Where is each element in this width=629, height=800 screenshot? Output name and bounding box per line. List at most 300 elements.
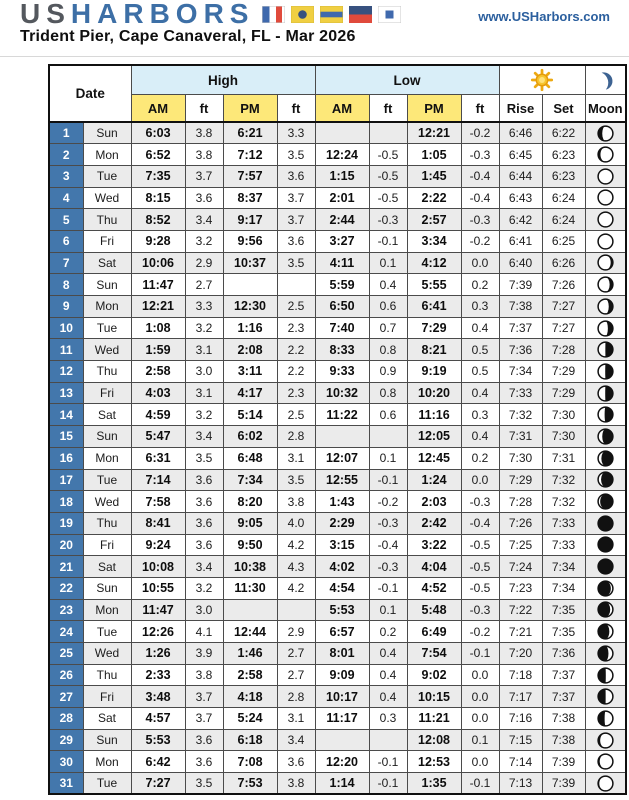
tide-row [49,751,626,773]
moon-phase-icon [585,426,626,448]
high-am-height: 3.7 [185,708,223,730]
sunset-time: 7:39 [542,751,585,773]
high-am-time: 5:47 [131,426,185,448]
high-am-time: 3:48 [131,686,185,708]
high-am-height: 3.0 [185,599,223,621]
date-column-header: Date [49,65,131,122]
low-am-height: 0.4 [369,686,407,708]
high-am-height: 3.5 [185,773,223,795]
high-am-time: 4:59 [131,404,185,426]
tide-row [49,491,626,513]
day-cell: Tue [83,773,131,795]
tide-row [49,534,626,556]
moon-header-cell [585,65,626,95]
low-pm-header: PM [407,95,461,123]
high-pm-time: 4:18 [223,686,277,708]
high-am-time: 2:58 [131,361,185,383]
moon-column-header: Moon [585,95,626,123]
day-cell: Sun [83,729,131,751]
day-cell: Mon [83,296,131,318]
tide-row [49,317,626,339]
date-cell: 2 [49,144,83,166]
moon-phase-icon [585,773,626,795]
moon-phase-icon [585,296,626,318]
low-pm-height: -0.3 [461,144,499,166]
sunrise-time: 7:13 [499,773,542,795]
sunrise-time: 7:24 [499,556,542,578]
high-am-height: 3.4 [185,426,223,448]
tide-row [49,577,626,599]
low-am-time: 1:14 [315,773,369,795]
high-pm-height: 2.2 [277,361,315,383]
low-am-height: -0.5 [369,144,407,166]
high-am-header: AM [131,95,185,123]
sunrise-time: 6:44 [499,165,542,187]
tide-row [49,274,626,296]
sunset-time: 7:31 [542,447,585,469]
high-pm-height: 4.3 [277,556,315,578]
moon-phase-icon [585,534,626,556]
high-pm-time: 9:50 [223,534,277,556]
high-pm-time: 7:08 [223,751,277,773]
high-pm-height [277,274,315,296]
moon-phase-icon [585,165,626,187]
date-cell: 9 [49,296,83,318]
moon-phase-icon [585,382,626,404]
low-pm-time: 1:05 [407,144,461,166]
tide-table [48,64,627,795]
high-pm-time: 3:11 [223,361,277,383]
low-am-time: 11:22 [315,404,369,426]
high-am-height: 2.7 [185,274,223,296]
high-pm-height: 2.8 [277,426,315,448]
day-cell: Thu [83,664,131,686]
high-pm-time: 1:16 [223,317,277,339]
day-cell: Sun [83,577,131,599]
sunrise-time: 7:34 [499,361,542,383]
moon-phase-icon [585,274,626,296]
low-am-height: -0.3 [369,209,407,231]
low-pm-time: 12:45 [407,447,461,469]
high-am-time: 6:42 [131,751,185,773]
moon-phase-icon [585,664,626,686]
sunrise-time: 7:31 [499,426,542,448]
low-am-time [315,426,369,448]
day-cell: Tue [83,165,131,187]
moon-phase-icon [585,447,626,469]
usharbors-logo [20,0,401,28]
low-pm-time: 8:21 [407,339,461,361]
tide-row [49,230,626,252]
high-pm-height: 3.1 [277,447,315,469]
low-am-height: -0.4 [369,534,407,556]
high-am-height: 3.8 [185,664,223,686]
tide-row [49,404,626,426]
low-pm-time: 9:19 [407,361,461,383]
high-pm-time: 12:44 [223,621,277,643]
tide-row [49,426,626,448]
date-cell: 28 [49,708,83,730]
day-cell: Sun [83,426,131,448]
high-pm-time: 8:37 [223,187,277,209]
high-am-height: 3.6 [185,491,223,513]
low-pm-height: 0.2 [461,274,499,296]
low-am-height: 0.4 [369,664,407,686]
high-pm-height: 2.5 [277,404,315,426]
date-cell: 6 [49,230,83,252]
date-cell: 3 [49,165,83,187]
high-pm-height: 4.2 [277,534,315,556]
low-pm-time: 10:20 [407,382,461,404]
low-pm-height: 0.0 [461,686,499,708]
tide-row [49,447,626,469]
logo-us: US [20,0,71,29]
low-am-height: -0.3 [369,556,407,578]
high-am-time: 11:47 [131,274,185,296]
high-pm-time: 6:21 [223,122,277,144]
high-am-time: 7:27 [131,773,185,795]
day-cell: Mon [83,447,131,469]
low-pm-ft-header: ft [461,95,499,123]
tide-row [49,556,626,578]
day-cell: Wed [83,643,131,665]
day-cell: Thu [83,512,131,534]
tide-row [49,296,626,318]
high-am-time: 2:33 [131,664,185,686]
date-cell: 31 [49,773,83,795]
low-am-time [315,729,369,751]
sunrise-time: 7:16 [499,708,542,730]
high-pm-height: 3.4 [277,729,315,751]
sunrise-time: 7:18 [499,664,542,686]
high-pm-height: 2.2 [277,339,315,361]
low-am-height: 0.6 [369,404,407,426]
high-am-height: 3.2 [185,230,223,252]
moon-phase-icon [585,230,626,252]
high-pm-time: 9:17 [223,209,277,231]
date-cell: 26 [49,664,83,686]
low-pm-height: -0.5 [461,577,499,599]
logo-text [20,0,254,28]
high-am-height: 3.8 [185,122,223,144]
high-pm-height: 2.3 [277,317,315,339]
low-am-time: 9:33 [315,361,369,383]
low-pm-height: 0.3 [461,296,499,318]
low-pm-height: -0.3 [461,209,499,231]
high-am-time: 4:57 [131,708,185,730]
sunrise-time: 7:15 [499,729,542,751]
moon-phase-icon [585,317,626,339]
high-am-time: 8:52 [131,209,185,231]
high-am-time: 6:52 [131,144,185,166]
high-pm-height: 2.8 [277,686,315,708]
low-pm-height: 0.1 [461,729,499,751]
sunrise-time: 6:41 [499,230,542,252]
low-am-height: -0.2 [369,491,407,513]
low-pm-time: 4:04 [407,556,461,578]
tango-flag-icon [262,6,285,23]
low-am-height: 0.1 [369,599,407,621]
high-pm-height: 3.6 [277,751,315,773]
sunset-time: 7:37 [542,686,585,708]
low-pm-height: 0.0 [461,751,499,773]
high-am-height: 3.9 [185,643,223,665]
high-pm-time: 5:24 [223,708,277,730]
high-pm-time: 6:02 [223,426,277,448]
sunrise-time: 7:23 [499,577,542,599]
low-pm-height: -0.2 [461,122,499,144]
sunrise-time: 6:40 [499,252,542,274]
high-pm-height: 3.5 [277,144,315,166]
low-pm-time: 12:05 [407,426,461,448]
day-cell: Tue [83,469,131,491]
moon-phase-icon [585,556,626,578]
logo-harbors: HARBORS [70,0,255,29]
tide-row [49,643,626,665]
high-pm-height [277,599,315,621]
high-am-time: 7:14 [131,469,185,491]
high-am-height: 3.1 [185,339,223,361]
sunrise-time: 7:17 [499,686,542,708]
sun-header-cell [499,65,585,95]
low-am-time: 11:17 [315,708,369,730]
day-cell: Fri [83,686,131,708]
tide-row [49,599,626,621]
high-am-height: 2.9 [185,252,223,274]
low-group-header: Low [315,65,499,95]
high-am-time: 8:41 [131,512,185,534]
sunrise-time: 7:33 [499,382,542,404]
low-am-time: 7:40 [315,317,369,339]
moon-phase-icon [585,361,626,383]
low-pm-height: 0.4 [461,382,499,404]
high-am-time: 12:26 [131,621,185,643]
day-cell: Wed [83,187,131,209]
sunrise-time: 7:26 [499,512,542,534]
moon-phase-icon [585,122,626,144]
date-cell: 5 [49,209,83,231]
day-cell: Mon [83,144,131,166]
low-pm-time: 2:22 [407,187,461,209]
low-pm-time: 1:24 [407,469,461,491]
tide-row [49,686,626,708]
date-cell: 21 [49,556,83,578]
low-am-height: -0.5 [369,165,407,187]
high-pm-height: 3.7 [277,187,315,209]
date-cell: 16 [49,447,83,469]
low-am-height: 0.8 [369,382,407,404]
low-am-height: 0.8 [369,339,407,361]
tide-row [49,339,626,361]
low-am-time: 2:01 [315,187,369,209]
low-am-time: 9:09 [315,664,369,686]
sunset-time: 7:38 [542,729,585,751]
high-pm-header: PM [223,95,277,123]
low-am-height [369,729,407,751]
tide-row [49,209,626,231]
high-am-time: 9:28 [131,230,185,252]
low-am-time: 4:54 [315,577,369,599]
date-cell: 17 [49,469,83,491]
sunset-time: 6:24 [542,209,585,231]
moon-phase-icon [585,144,626,166]
low-pm-time: 3:22 [407,534,461,556]
low-am-time: 12:24 [315,144,369,166]
day-cell: Tue [83,621,131,643]
crescent-moon-icon [593,67,618,92]
high-am-height: 3.2 [185,404,223,426]
high-pm-height: 3.7 [277,209,315,231]
tide-row [49,382,626,404]
low-pm-height: 0.5 [461,339,499,361]
high-pm-height: 3.6 [277,230,315,252]
date-cell: 25 [49,643,83,665]
high-pm-height: 3.5 [277,252,315,274]
moon-phase-icon [585,469,626,491]
high-am-height: 3.4 [185,209,223,231]
high-am-time: 1:26 [131,643,185,665]
high-pm-time: 8:20 [223,491,277,513]
tide-row [49,512,626,534]
sunset-time: 7:37 [542,664,585,686]
sunset-time: 7:34 [542,577,585,599]
tide-row [49,708,626,730]
page-header [0,0,629,57]
sunset-time: 6:25 [542,230,585,252]
high-pm-time: 2:08 [223,339,277,361]
low-am-height: -0.1 [369,751,407,773]
low-pm-time: 1:45 [407,165,461,187]
high-pm-time: 10:38 [223,556,277,578]
sunrise-time: 7:39 [499,274,542,296]
sunset-time: 7:38 [542,708,585,730]
low-pm-height: 0.0 [461,252,499,274]
low-pm-time: 11:21 [407,708,461,730]
high-pm-height: 4.0 [277,512,315,534]
high-am-time: 7:58 [131,491,185,513]
low-am-time: 12:55 [315,469,369,491]
high-am-ft-header: ft [185,95,223,123]
low-pm-time: 6:49 [407,621,461,643]
low-pm-height: -0.1 [461,773,499,795]
high-am-time: 4:03 [131,382,185,404]
echo-flag-icon [349,6,372,23]
low-pm-time: 3:34 [407,230,461,252]
low-pm-height: -0.5 [461,556,499,578]
moon-phase-icon [585,252,626,274]
date-cell: 19 [49,512,83,534]
high-pm-time: 9:05 [223,512,277,534]
moon-phase-icon [585,404,626,426]
low-am-height: -0.3 [369,512,407,534]
india-flag-icon [291,6,314,23]
high-pm-height: 2.5 [277,296,315,318]
high-pm-height: 2.7 [277,664,315,686]
low-am-time: 8:01 [315,643,369,665]
day-cell: Fri [83,534,131,556]
tide-row [49,187,626,209]
moon-phase-icon [585,187,626,209]
low-pm-time: 5:55 [407,274,461,296]
sunset-time: 7:33 [542,512,585,534]
high-pm-time: 6:48 [223,447,277,469]
high-am-height: 3.0 [185,361,223,383]
sunrise-time: 7:20 [499,643,542,665]
low-am-height: -0.1 [369,230,407,252]
low-am-time: 12:20 [315,751,369,773]
sunrise-time: 7:14 [499,751,542,773]
high-am-height: 3.7 [185,165,223,187]
low-pm-height: -0.3 [461,599,499,621]
day-cell: Sun [83,274,131,296]
date-cell: 22 [49,577,83,599]
high-am-height: 3.1 [185,382,223,404]
sunrise-time: 6:42 [499,209,542,231]
sunset-time: 7:33 [542,534,585,556]
high-am-height: 4.1 [185,621,223,643]
moon-phase-icon [585,209,626,231]
low-am-height: 0.1 [369,252,407,274]
low-pm-time: 12:21 [407,122,461,144]
low-am-height: 0.2 [369,621,407,643]
sunset-time: 7:35 [542,599,585,621]
high-am-height: 3.6 [185,751,223,773]
date-cell: 24 [49,621,83,643]
low-am-height [369,122,407,144]
low-am-time: 3:15 [315,534,369,556]
high-pm-time [223,599,277,621]
high-am-height: 3.7 [185,686,223,708]
sunrise-time: 7:21 [499,621,542,643]
high-pm-height: 3.1 [277,708,315,730]
low-pm-height: -0.4 [461,512,499,534]
sunset-time: 7:35 [542,621,585,643]
day-cell: Sat [83,556,131,578]
low-pm-time: 12:08 [407,729,461,751]
low-pm-time: 4:12 [407,252,461,274]
low-pm-height: 0.3 [461,404,499,426]
day-cell: Sun [83,122,131,144]
high-pm-time: 12:30 [223,296,277,318]
low-am-height: -0.1 [369,577,407,599]
low-pm-time: 7:29 [407,317,461,339]
sunset-time: 6:23 [542,165,585,187]
tide-row [49,773,626,795]
high-pm-time: 2:58 [223,664,277,686]
high-am-time: 6:31 [131,447,185,469]
website-link[interactable]: www.USHarbors.com [478,9,610,24]
low-pm-height: 0.5 [461,361,499,383]
day-cell: Mon [83,751,131,773]
moon-phase-icon [585,729,626,751]
high-pm-time: 10:37 [223,252,277,274]
low-pm-time: 5:48 [407,599,461,621]
tide-row [49,122,626,144]
low-am-time: 10:32 [315,382,369,404]
date-cell: 7 [49,252,83,274]
low-pm-time: 7:54 [407,643,461,665]
low-am-time: 1:43 [315,491,369,513]
high-am-time: 11:47 [131,599,185,621]
tide-row [49,144,626,166]
moon-phase-icon [585,577,626,599]
low-pm-height: 0.0 [461,469,499,491]
tide-row [49,361,626,383]
day-cell: Fri [83,382,131,404]
sunset-time: 7:27 [542,296,585,318]
date-cell: 27 [49,686,83,708]
moon-phase-icon [585,643,626,665]
